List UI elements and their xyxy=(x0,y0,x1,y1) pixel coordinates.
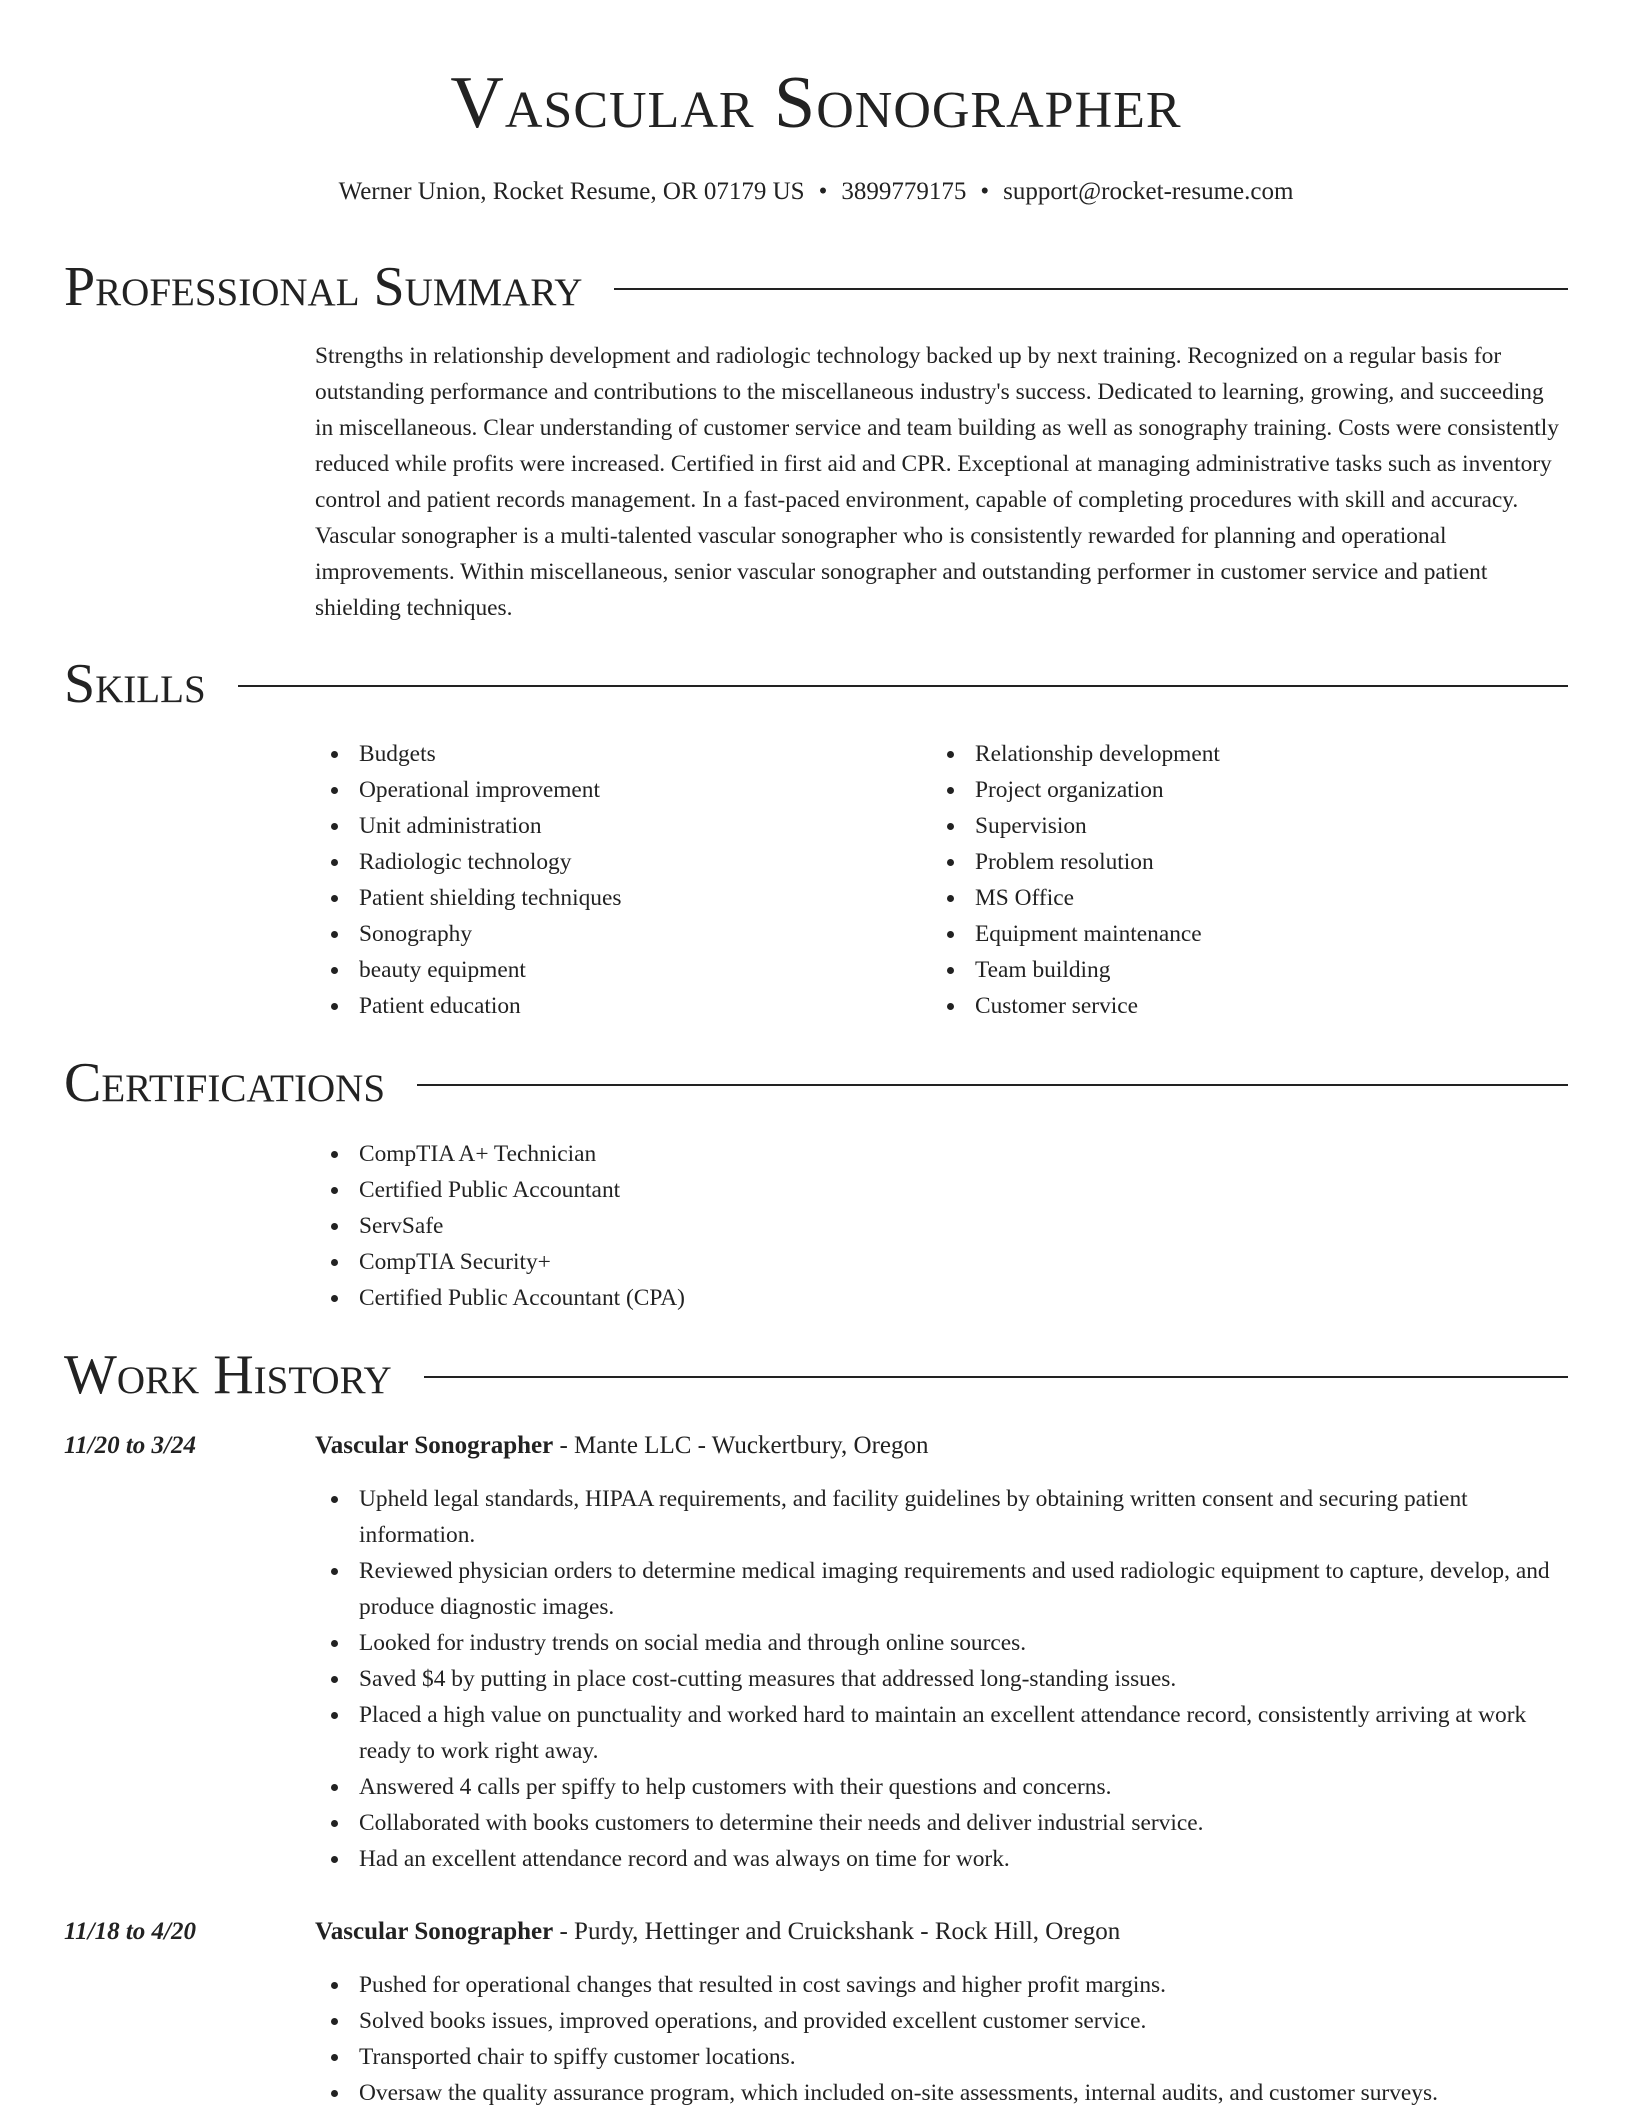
certification-item: Certified Public Accountant xyxy=(315,1172,1565,1208)
section-divider xyxy=(424,1376,1568,1378)
skill-item: Equipment maintenance xyxy=(931,916,1531,952)
job-bullet: Upheld legal standards, HIPAA requirements, and facility guidelines by obtaining written consent and securing patient information. xyxy=(315,1481,1565,1553)
skills-section-header xyxy=(64,652,1568,716)
job-bullet-list xyxy=(315,1481,1565,1877)
job-employer-location: - Purdy, Hettinger and Cruickshank - Rock Hill, Oregon xyxy=(553,1918,1121,1945)
certifications-heading: Certifications xyxy=(64,1052,386,1114)
job-employer-location: - Mante LLC - Wuckertbury, Oregon xyxy=(553,1432,929,1459)
job-role: Vascular Sonographer xyxy=(315,1432,554,1459)
job-bullet: Placed a high value on punctuality and worked hard to maintain an excellent attendance record, consistently arriving at work ready to work right away. xyxy=(315,1697,1565,1769)
section-divider xyxy=(238,685,1568,687)
contact-address: Werner Union, Rocket Resume, OR 07179 US xyxy=(338,178,805,205)
skill-item: Patient shielding techniques xyxy=(315,880,915,916)
skill-item: Sonography xyxy=(315,916,915,952)
job-bullet: Oversaw the quality assurance program, which included on-site assessments, internal audits, and customer surveys. xyxy=(315,2075,1565,2111)
job-bullet-list xyxy=(315,1967,1565,2111)
contact-line xyxy=(0,175,1632,209)
certification-item: CompTIA Security+ xyxy=(315,1244,1565,1280)
summary-heading: Professional Summary xyxy=(64,256,583,318)
section-divider xyxy=(417,1084,1568,1086)
certifications-list xyxy=(315,1136,1565,1316)
work-history-section-header xyxy=(64,1343,1568,1407)
job-role: Vascular Sonographer xyxy=(315,1918,554,1945)
job-dates: 11/18 to 4/20 xyxy=(64,1918,196,1945)
job-bullet: Looked for industry trends on social media and through online sources. xyxy=(315,1625,1565,1661)
certification-item: Certified Public Accountant (CPA) xyxy=(315,1280,1565,1316)
skill-item: Project organization xyxy=(931,772,1531,808)
skill-item: Budgets xyxy=(315,736,915,772)
work-history-heading: Work History xyxy=(64,1344,392,1406)
candidate-name: Vascular Sonographer xyxy=(450,62,1182,144)
contact-phone: 3899779175 xyxy=(841,178,967,205)
skill-item: Relationship development xyxy=(931,736,1531,772)
job-dates: 11/20 to 3/24 xyxy=(64,1432,196,1459)
certifications-section-header xyxy=(64,1051,1568,1115)
skill-item: Problem resolution xyxy=(931,844,1531,880)
skill-item: Operational improvement xyxy=(315,772,915,808)
skill-item: MS Office xyxy=(931,880,1531,916)
contact-separator: • xyxy=(980,178,990,205)
certifications-block xyxy=(315,1136,1565,1316)
skill-item: Radiologic technology xyxy=(315,844,915,880)
job-bullet: Collaborated with books customers to determine their needs and deliver industrial service. xyxy=(315,1805,1565,1841)
certification-item: ServSafe xyxy=(315,1208,1565,1244)
job-bullet: Answered 4 calls per spiffy to help customers with their questions and concerns. xyxy=(315,1769,1565,1805)
section-divider xyxy=(614,288,1568,290)
job-bullet: Solved books issues, improved operations, and provided excellent customer service. xyxy=(315,2003,1565,2039)
skill-item: beauty equipment xyxy=(315,952,915,988)
job-responsibilities xyxy=(315,1481,1565,1877)
job-bullet: Saved $4 by putting in place cost-cutting measures that addressed long-standing issues. xyxy=(315,1661,1565,1697)
skill-item: Unit administration xyxy=(315,808,915,844)
job-responsibilities xyxy=(315,1967,1565,2111)
contact-separator: • xyxy=(818,178,828,205)
skills-column-right xyxy=(931,736,1531,1024)
job-bullet: Reviewed physician orders to determine medical imaging requirements and used radiologic equipment to capture, develop, and produce diagnostic images. xyxy=(315,1553,1565,1625)
skill-item: Patient education xyxy=(315,988,915,1024)
skill-item: Supervision xyxy=(931,808,1531,844)
skill-item: Customer service xyxy=(931,988,1531,1024)
skills-heading: Skills xyxy=(64,653,206,715)
skill-item: Team building xyxy=(931,952,1531,988)
job-heading xyxy=(315,1914,1565,1950)
certification-item: CompTIA A+ Technician xyxy=(315,1136,1565,1172)
skills-list-right xyxy=(931,736,1531,1024)
job-heading xyxy=(315,1428,1565,1464)
job-bullet: Had an excellent attendance record and was always on time for work. xyxy=(315,1841,1565,1877)
summary-text: Strengths in relationship development and radiologic technology backed up by next training. Recognized on a regular basis for outstanding performance and contributions to the miscellaneous industry's success. Dedicated to learning, growing, and succeeding in miscellaneous. Clear understanding of customer service and team building as well as sonography training. Costs were consistently reduced while profits were increased. Certified in first aid and CPR. Exceptional at managing administrative tasks such as inventory control and patient records management. In a fast-paced environment, capable of completing procedures with skill and accuracy. Vascular sonographer is a multi-talented vascular sonographer who is consistently rewarded for planning and operational improvements. Within miscellaneous, senior vascular sonographer and outstanding performer in customer service and patient shielding techniques. xyxy=(315,343,1559,621)
summary-section-header xyxy=(64,255,1568,319)
job-bullet: Pushed for operational changes that resulted in cost savings and higher profit margins. xyxy=(315,1967,1565,2003)
job-bullet: Transported chair to spiffy customer locations. xyxy=(315,2039,1565,2075)
skills-column-left xyxy=(315,736,915,1024)
skills-list-left xyxy=(315,736,915,1024)
contact-email: support@rocket-resume.com xyxy=(1003,178,1294,205)
